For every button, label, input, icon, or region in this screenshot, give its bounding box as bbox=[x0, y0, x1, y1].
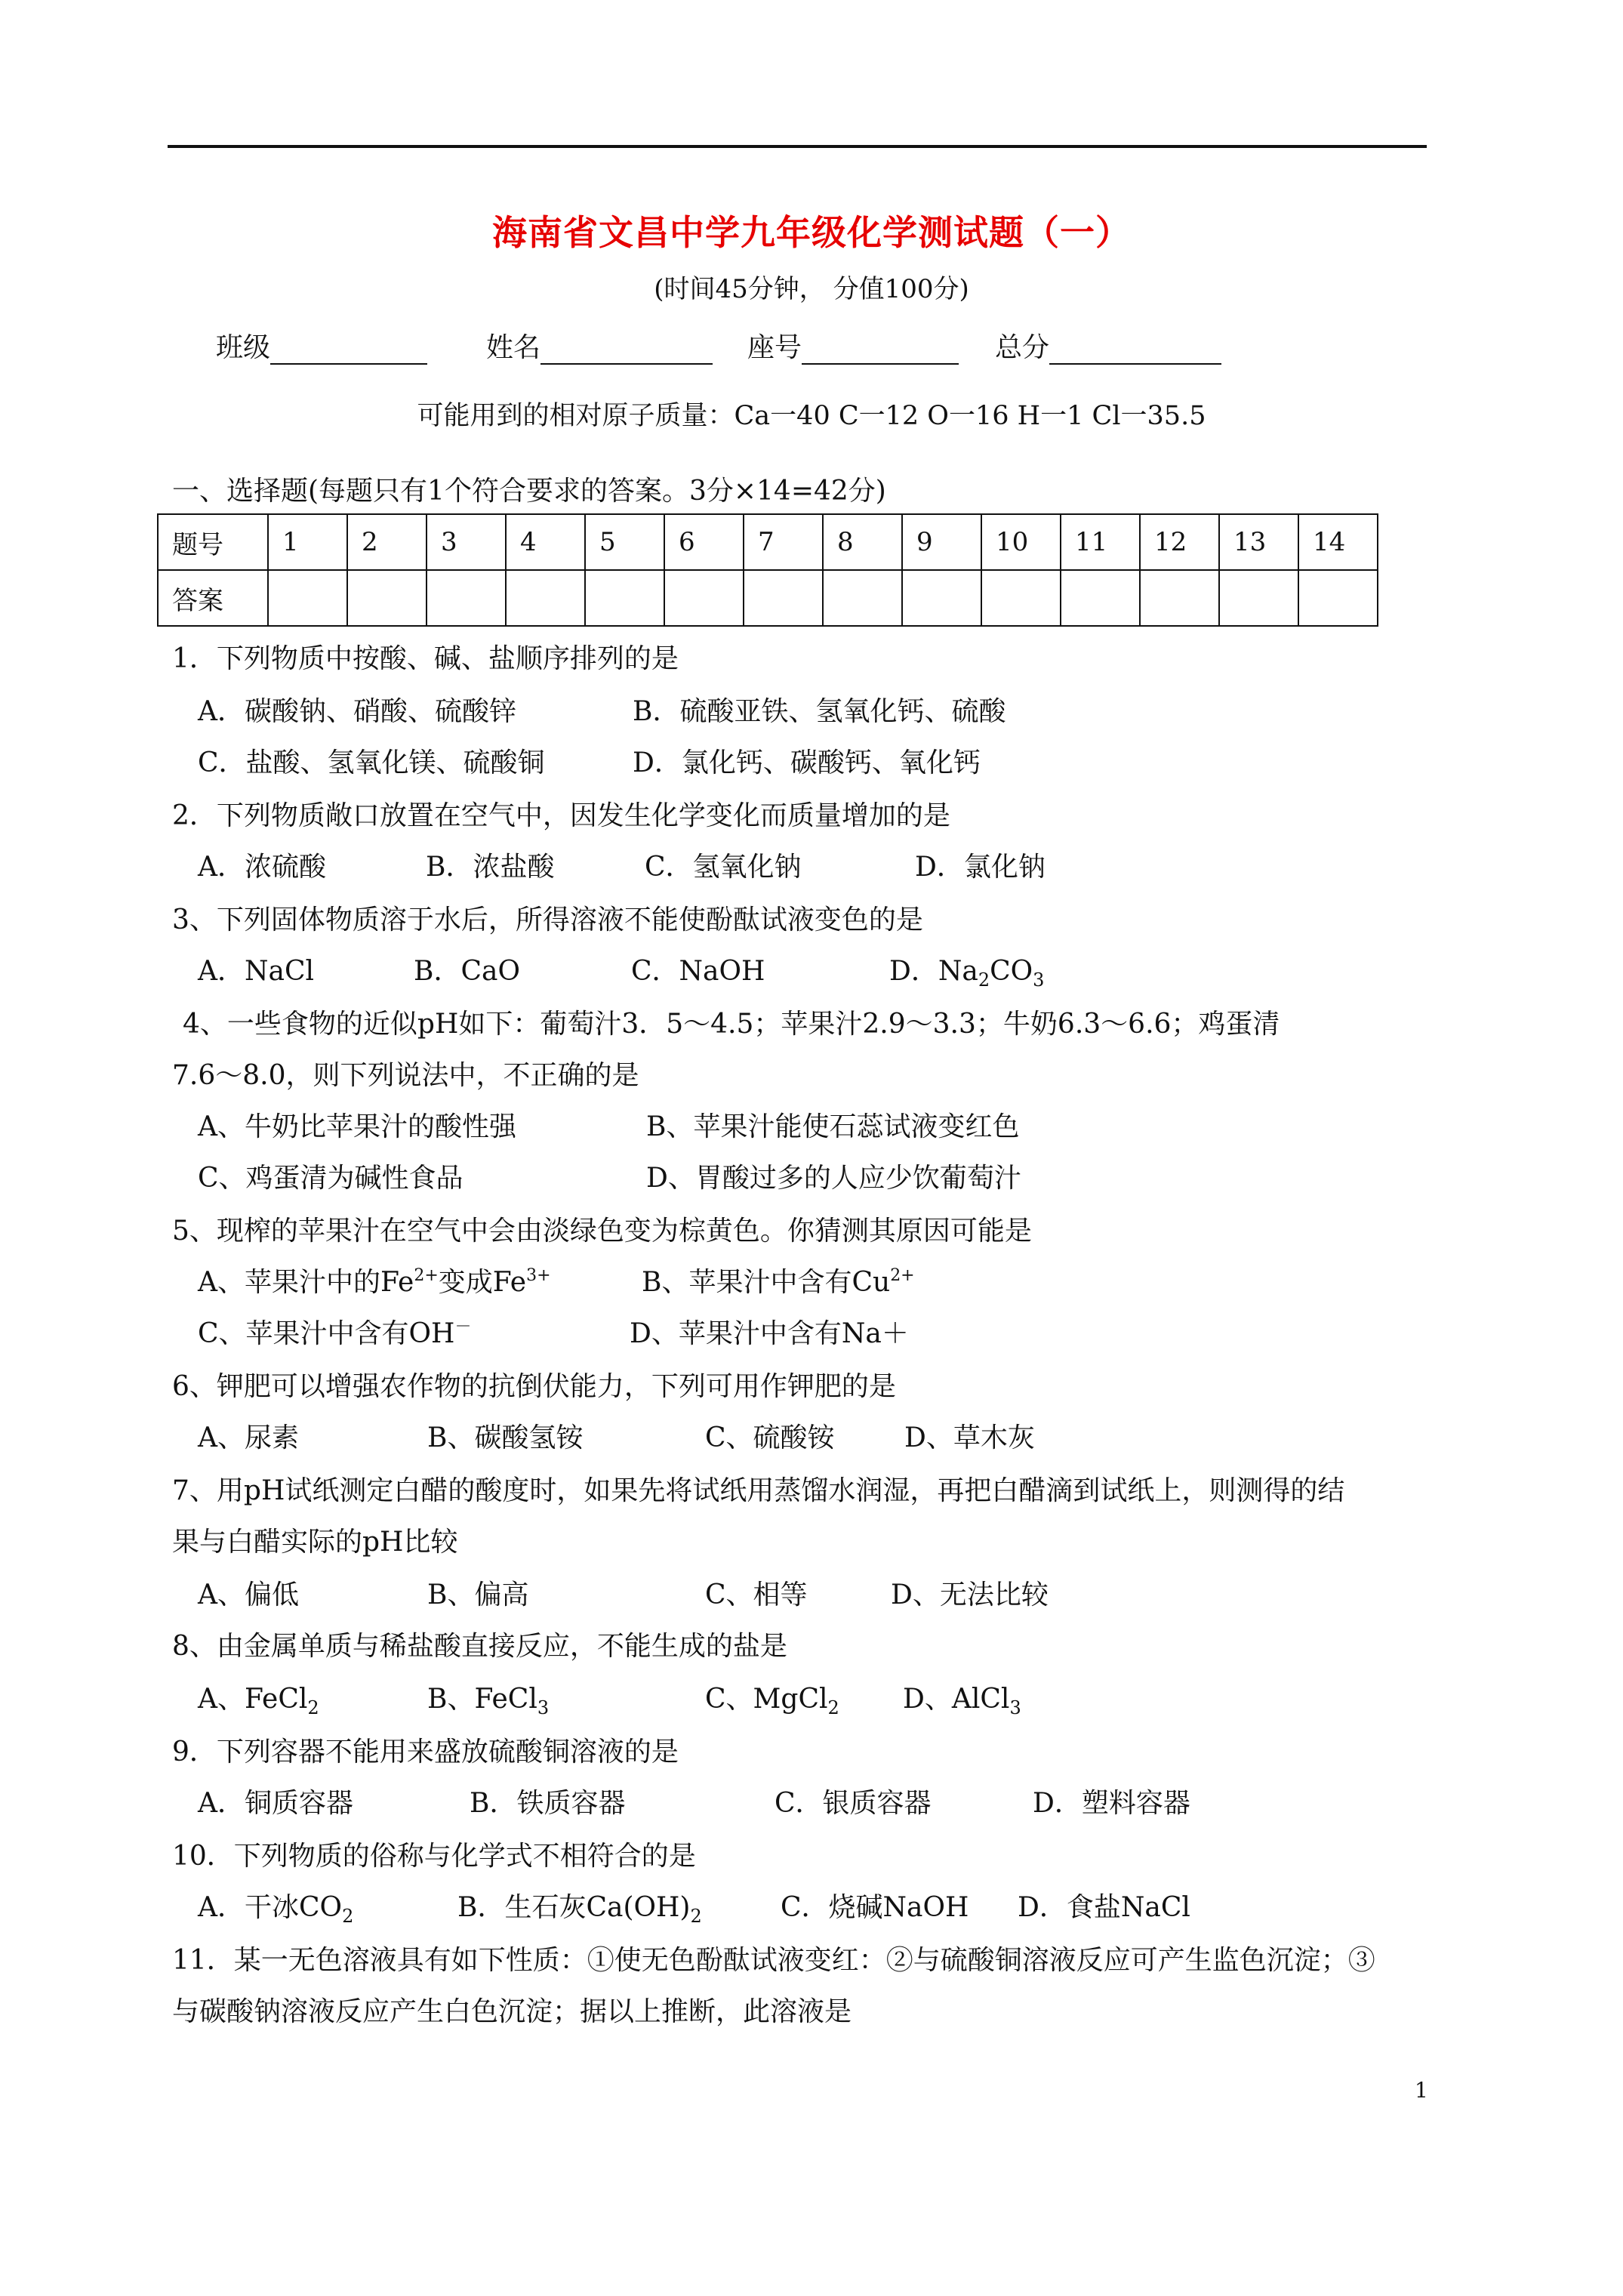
answer-cell[interactable] bbox=[1061, 570, 1140, 626]
question-7-stem-line1: 7、用pH试纸测定白醋的酸度时，如果先将试纸用蒸馏水润湿，再把白醋滴到试纸上，则测得的结 bbox=[172, 1475, 1345, 1506]
q7-option-c: C、相等 bbox=[705, 1579, 808, 1610]
q8-option-b: B、FeCl$_3$ bbox=[427, 1684, 550, 1718]
page-number: 1 bbox=[1415, 2078, 1428, 2103]
q9-option-c: C．银质容器 bbox=[775, 1788, 932, 1819]
question-6-stem: 6、钾肥可以增强农作物的抗倒伏能力，下列可用作钾肥的是 bbox=[172, 1371, 896, 1402]
answer-cell[interactable] bbox=[268, 570, 347, 626]
student-info-row bbox=[216, 326, 1348, 364]
header-rule bbox=[168, 145, 1427, 148]
score-label: 总分 bbox=[995, 332, 1050, 363]
q1-option-d: D．氯化钙、碳酸钙、氧化钙 bbox=[633, 747, 981, 778]
question-number-cell: 4 bbox=[506, 514, 585, 570]
question-11-stem-line2: 与碳酸钠溶液反应产生白色沉淀；据以上推断，此溶液是 bbox=[172, 1996, 852, 2027]
question-number-cell: 12 bbox=[1140, 514, 1219, 570]
name-blank[interactable] bbox=[540, 333, 713, 365]
name-field bbox=[486, 326, 713, 365]
answer-cell[interactable] bbox=[1298, 570, 1378, 626]
q3-option-a: A．NaCl bbox=[198, 956, 315, 987]
q10-option-b: B．生石灰$Ca(OH)_2$ bbox=[457, 1892, 702, 1927]
row-header-answer: 答案 bbox=[158, 570, 268, 626]
question-number-cell: 5 bbox=[585, 514, 664, 570]
q10-option-c: C．烧碱NaOH bbox=[781, 1892, 969, 1923]
q6-option-c: C、硫酸铵 bbox=[705, 1422, 835, 1453]
exam-subtitle: (时间45分钟， 分值100分) bbox=[654, 274, 969, 304]
question-number-cell: 1 bbox=[268, 514, 347, 570]
q8-option-a: A、FeCl$_2$ bbox=[198, 1684, 319, 1718]
answer-cell[interactable] bbox=[902, 570, 981, 626]
q3-option-c: C．NaOH bbox=[631, 956, 765, 987]
q5-option-d: D、苹果汁中含有Na＋ bbox=[630, 1318, 909, 1349]
question-11-stem-line1: 11．某一无色溶液具有如下性质：①使无色酚酞试液变红：②与硫酸铜溶液反应可产生监色沉淀；③ bbox=[172, 1945, 1375, 1976]
section-heading: 一、选择题(每题只有1个符合要求的答案。3分×14=42分) bbox=[172, 476, 886, 507]
question-number-cell: 8 bbox=[823, 514, 902, 570]
q1-option-b: B．硫酸亚铁、氢氧化钙、硫酸 bbox=[633, 696, 1006, 727]
q2-option-d: D．氯化钠 bbox=[915, 852, 1046, 883]
q10-option-d: D．食盐NaCl bbox=[1018, 1892, 1190, 1923]
exam-title: 海南省文昌中学九年级化学测试题（一） bbox=[492, 212, 1131, 253]
q4-option-a: A、牛奶比苹果汁的酸性强 bbox=[198, 1111, 516, 1142]
question-2-stem: 2．下列物质敞口放置在空气中，因发生化学变化而质量增加的是 bbox=[172, 800, 950, 831]
seat-label: 座号 bbox=[747, 332, 802, 363]
q3-option-b: B．CaO bbox=[414, 956, 520, 987]
q8-option-d: D、AlCl$_3$ bbox=[903, 1684, 1021, 1718]
table-row bbox=[158, 514, 1378, 570]
answer-cell[interactable] bbox=[823, 570, 902, 626]
q7-option-b: B、偏高 bbox=[427, 1579, 529, 1610]
q2-option-b: B．浓盐酸 bbox=[426, 852, 555, 883]
question-8-stem: 8、由金属单质与稀盐酸直接反应，不能生成的盐是 bbox=[172, 1631, 787, 1662]
score-field bbox=[995, 326, 1221, 365]
question-number-cell: 11 bbox=[1061, 514, 1140, 570]
question-number-cell: 7 bbox=[744, 514, 823, 570]
answer-cell[interactable] bbox=[1219, 570, 1298, 626]
q9-option-d: D．塑料容器 bbox=[1033, 1788, 1190, 1819]
answer-cell[interactable] bbox=[1140, 570, 1219, 626]
question-number-cell: 3 bbox=[427, 514, 506, 570]
question-4-stem-line1: 4、一些食物的近似pH如下：葡萄汁3．5～4.5；苹果汁2.9～3.3；牛奶6.3～6.6；鸡蛋清 bbox=[183, 1009, 1280, 1040]
q6-option-b: B、碳酸氢铵 bbox=[427, 1422, 584, 1453]
answer-cell[interactable] bbox=[585, 570, 664, 626]
question-number-cell: 10 bbox=[981, 514, 1061, 570]
q5-option-a: A、苹果汁中的$Fe^{2+}$变成$Fe^{3+}$ bbox=[198, 1266, 551, 1298]
q1-option-a: A．碳酸钠、硝酸、硫酸锌 bbox=[198, 696, 516, 727]
q9-option-b: B．铁质容器 bbox=[470, 1788, 626, 1819]
question-10-stem: 10．下列物质的俗称与化学式不相符合的是 bbox=[172, 1841, 696, 1872]
q9-option-a: A．铜质容器 bbox=[198, 1788, 353, 1819]
answer-cell[interactable] bbox=[347, 570, 427, 626]
question-4-stem-line2: 7.6～8.0，则下列说法中，不正确的是 bbox=[172, 1060, 639, 1091]
q5-option-c: C、苹果汁中含有OH－ bbox=[198, 1318, 472, 1349]
q2-option-a: A．浓硫酸 bbox=[198, 852, 326, 883]
name-label: 姓名 bbox=[486, 332, 541, 363]
table-row bbox=[158, 570, 1378, 626]
class-label: 班级 bbox=[216, 332, 271, 363]
answer-cell[interactable] bbox=[744, 570, 823, 626]
seat-blank[interactable] bbox=[802, 333, 959, 365]
q2-option-c: C．氢氧化钠 bbox=[645, 852, 802, 883]
q7-option-d: D、无法比较 bbox=[891, 1579, 1049, 1610]
row-header-number: 题号 bbox=[158, 514, 268, 570]
q3-option-d: D．$Na_2CO_3$ bbox=[889, 956, 1045, 991]
answer-cell[interactable] bbox=[981, 570, 1061, 626]
question-number-cell: 14 bbox=[1298, 514, 1378, 570]
question-3-stem: 3、下列固体物质溶于水后，所得溶液不能使酚酞试液变色的是 bbox=[172, 905, 923, 935]
q4-option-b: B、苹果汁能使石蕊试液变红色 bbox=[646, 1111, 1020, 1142]
class-field bbox=[216, 326, 427, 365]
question-9-stem: 9．下列容器不能用来盛放硫酸铜溶液的是 bbox=[172, 1737, 679, 1767]
q4-option-d: D、胃酸过多的人应少饮葡萄汁 bbox=[646, 1163, 1021, 1194]
q1-option-c: C．盐酸、氢氧化镁、硫酸铜 bbox=[198, 747, 545, 778]
question-number-cell: 13 bbox=[1219, 514, 1298, 570]
answer-table bbox=[157, 513, 1378, 627]
q6-option-a: A、尿素 bbox=[198, 1422, 299, 1453]
q7-option-a: A、偏低 bbox=[198, 1579, 299, 1610]
q6-option-d: D、草木灰 bbox=[904, 1422, 1035, 1453]
class-blank[interactable] bbox=[270, 333, 427, 365]
question-number-cell: 9 bbox=[902, 514, 981, 570]
answer-cell[interactable] bbox=[664, 570, 744, 626]
atomic-masses: 可能用到的相对原子质量：Ca一40 C一12 O一16 H一1 Cl一35.5 bbox=[417, 401, 1206, 431]
answer-cell[interactable] bbox=[506, 570, 585, 626]
q5-option-b: B、苹果汁中含有$Cu^{2+}$ bbox=[642, 1266, 915, 1298]
q8-option-c: C、MgCl$_2$ bbox=[705, 1684, 839, 1718]
question-5-stem: 5、现榨的苹果汁在空气中会由淡绿色变为棕黄色。你猜测其原因可能是 bbox=[172, 1216, 1032, 1247]
answer-cell[interactable] bbox=[427, 570, 506, 626]
score-blank[interactable] bbox=[1049, 333, 1221, 365]
question-7-stem-line2: 果与白醋实际的pH比较 bbox=[172, 1527, 458, 1558]
seat-field bbox=[747, 326, 959, 365]
q4-option-c: C、鸡蛋清为碱性食品 bbox=[198, 1163, 463, 1194]
question-1-stem: 1．下列物质中按酸、碱、盐顺序排列的是 bbox=[172, 643, 679, 674]
question-number-cell: 2 bbox=[347, 514, 427, 570]
q10-option-a: A．干冰$CO_2$ bbox=[198, 1892, 354, 1927]
question-number-cell: 6 bbox=[664, 514, 744, 570]
